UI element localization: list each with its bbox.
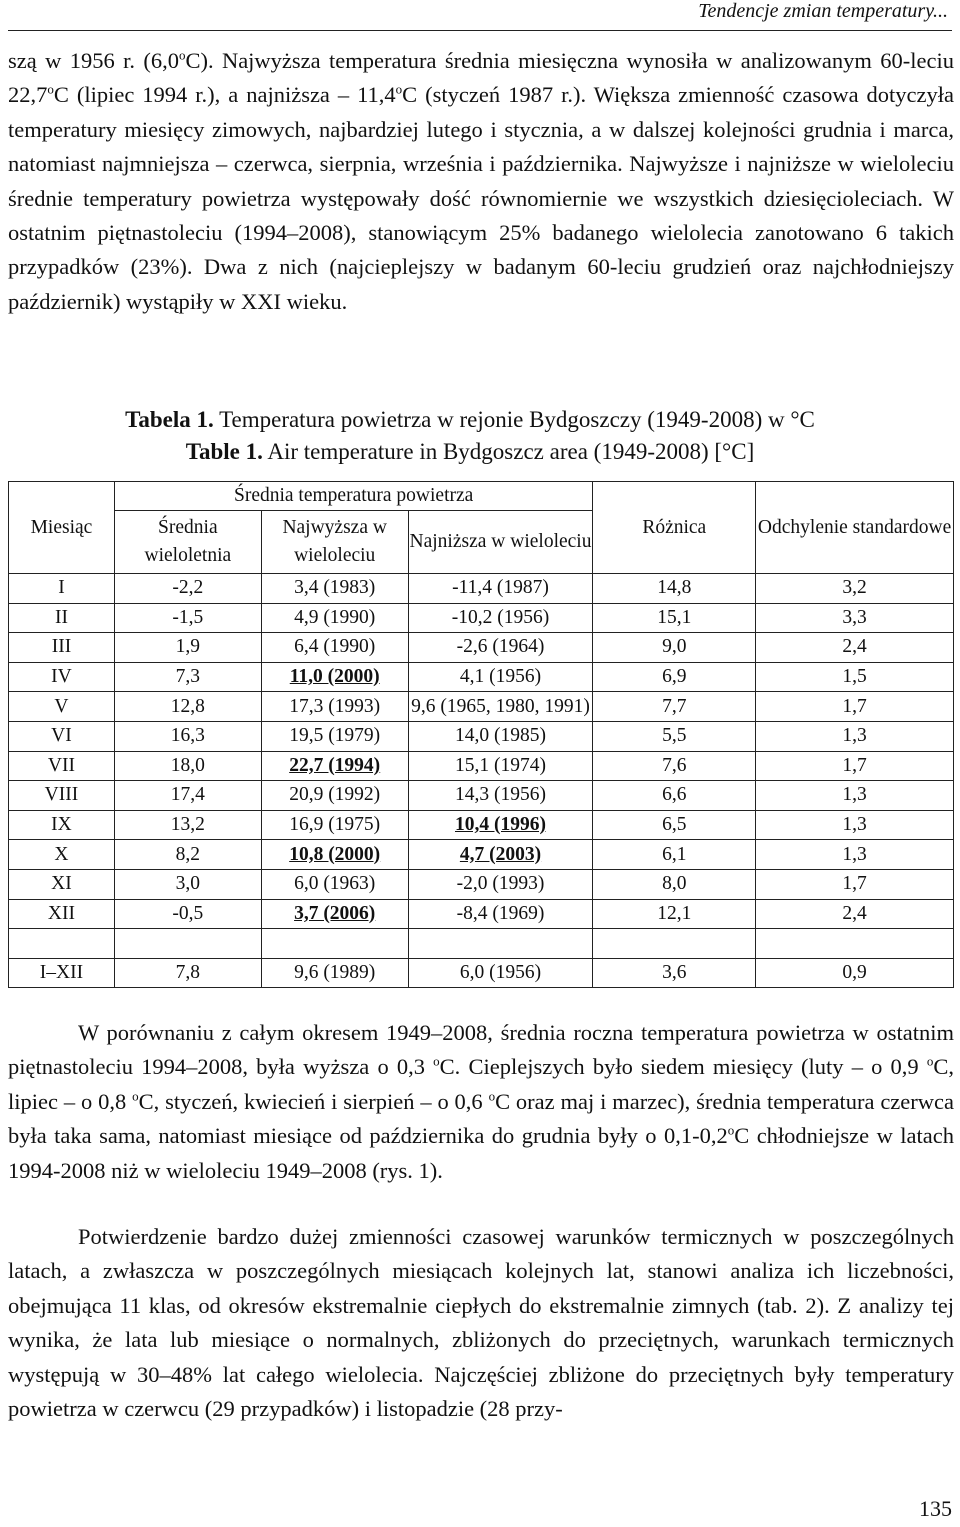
cell-max: 20,9 (1992) — [261, 781, 408, 811]
cell-range: 7,6 — [593, 751, 756, 781]
cell-sd: 2,4 — [756, 899, 954, 929]
cell-min: 4,1 (1956) — [408, 662, 593, 692]
cell-month: I — [9, 574, 115, 604]
degree-sup: o — [395, 81, 403, 97]
cell-mean: -1,5 — [114, 603, 261, 633]
blank-cell — [408, 929, 593, 959]
caption-pl-label: Tabela 1. — [125, 407, 214, 432]
table-row — [9, 574, 954, 604]
cell-range: 15,1 — [593, 603, 756, 633]
p2-s5: C oraz maj i marzec), średnia temperatura czerwca była taka sama, natomiast miesiące od października do grudnia były o 0,1-0,2 — [8, 1088, 954, 1149]
table-row — [9, 899, 954, 929]
paragraph-1 — [8, 44, 954, 319]
table-row — [9, 840, 954, 870]
cell-range: 6,6 — [593, 781, 756, 811]
cell-month: IV — [9, 662, 115, 692]
cell-min: 4,7 (2003) — [408, 840, 593, 870]
p1-s2: C). Najwyższa temperatura średnia miesięczna wynosiła w analizowanym 60-leciu 22,7 — [8, 48, 954, 108]
cell-month: I–XII — [9, 958, 115, 988]
cell-mean: 7,8 — [114, 958, 261, 988]
p2-s3: C, lipiec – o 0,8 — [8, 1054, 954, 1114]
cell-month: VII — [9, 751, 115, 781]
table-row — [9, 692, 954, 722]
cell-max: 6,0 (1963) — [261, 869, 408, 899]
page-number: 135 — [919, 1496, 952, 1521]
blank-cell — [593, 929, 756, 959]
table-caption-en — [0, 436, 950, 468]
cell-mean: 12,8 — [114, 692, 261, 722]
cell-mean: 8,2 — [114, 840, 261, 870]
cell-max: 11,0 (2000) — [261, 662, 408, 692]
table-row — [9, 810, 954, 840]
cell-month: II — [9, 603, 115, 633]
cell-min: -2,0 (1993) — [408, 869, 593, 899]
cell-mean: -0,5 — [114, 899, 261, 929]
cell-max: 4,9 (1990) — [261, 603, 408, 633]
cell-range: 3,6 — [593, 958, 756, 988]
cell-range: 6,9 — [593, 662, 756, 692]
p1-s1: szą w 1956 r. (6,0 — [8, 48, 179, 73]
paragraph-2 — [8, 1016, 954, 1188]
cell-mean: 13,2 — [114, 810, 261, 840]
table-row — [9, 603, 954, 633]
blank-cell — [756, 929, 954, 959]
cell-min: -2,6 (1964) — [408, 633, 593, 663]
blank-cell — [9, 929, 115, 959]
cell-mean: 3,0 — [114, 869, 261, 899]
degree-sup: o — [488, 1088, 496, 1104]
cell-max: 16,9 (1975) — [261, 810, 408, 840]
cell-max: 19,5 (1979) — [261, 721, 408, 751]
p1-s4: C (styczeń 1987 r.). Większa zmienność czasowa dotyczyła temperatury miesięcy zimowych, najbardziej lutego i stycznia, a w dalszej kolejności grudnia i marca, natomiast najmniejsza – czerwca, sierpnia, września i października. Najwyższe i najniższe w wieloleciu średnie temperatury powietrza występowały dość równomiernie we wszystkich dziesięcioleciach. W ostatnim piętnastoleciu (1994–2008), stanowiącym 25% badanego wielolecia zanotowano 6 takich przypadków (23%). Dwa z nich (najcieplejszy w badanym 60-leciu grudzień oraz najchłodniejszy październik) wystąpiły w XXI wieku. — [8, 82, 954, 314]
cell-max: 3,7 (2006) — [261, 899, 408, 929]
blank-cell — [261, 929, 408, 959]
cell-max: 22,7 (1994) — [261, 751, 408, 781]
cell-sd: 1,5 — [756, 662, 954, 692]
cell-month: III — [9, 633, 115, 663]
cell-sd: 1,7 — [756, 751, 954, 781]
degree-sup: o — [433, 1053, 440, 1069]
cell-month: V — [9, 692, 115, 722]
cell-min: -10,2 (1956) — [408, 603, 593, 633]
cell-max: 10,8 (2000) — [261, 840, 408, 870]
cell-month: IX — [9, 810, 115, 840]
header-group: Średnia temperatura powietrza — [114, 482, 592, 511]
cell-range: 8,0 — [593, 869, 756, 899]
p1-s3: C (lipiec 1994 r.), a najniższa – 11,4 — [53, 82, 396, 108]
annual-row — [9, 958, 954, 988]
blank-row — [9, 929, 954, 959]
degree-sup: o — [47, 81, 54, 97]
caption-pl-text: Temperatura powietrza w rejonie Bydgoszczy (1949-2008) w °C — [213, 407, 815, 432]
cell-min: 15,1 (1974) — [408, 751, 593, 781]
cell-min: -8,4 (1969) — [408, 899, 593, 929]
table-row — [9, 781, 954, 811]
cell-range: 7,7 — [593, 692, 756, 722]
header-min: Najniższa w wieloleciu — [408, 511, 593, 574]
cell-month: X — [9, 840, 115, 870]
cell-sd: 3,3 — [756, 603, 954, 633]
cell-min: 10,4 (1996) — [408, 810, 593, 840]
cell-sd: 1,3 — [756, 721, 954, 751]
cell-min: 14,3 (1956) — [408, 781, 593, 811]
cell-range: 5,5 — [593, 721, 756, 751]
cell-sd: 1,3 — [756, 781, 954, 811]
cell-month: VIII — [9, 781, 115, 811]
p2-s1: W porównaniu z całym okresem 1949–2008, średnia roczna temperatura powietrza w ostatnim piętnastoleciu 1994–2008, była wyższa o 0,3 — [8, 1020, 954, 1080]
running-header: Tendencje zmian temperatury... — [698, 0, 948, 22]
p2-s4: C, styczeń, kwiecień i sierpień – o 0,6 — [138, 1088, 489, 1114]
degree-sup: o — [178, 47, 186, 63]
cell-sd: 0,9 — [756, 958, 954, 988]
cell-mean: 7,3 — [114, 662, 261, 692]
cell-range: 12,1 — [593, 899, 756, 929]
cell-sd: 1,3 — [756, 840, 954, 870]
cell-month: VI — [9, 721, 115, 751]
cell-month: XI — [9, 869, 115, 899]
cell-range: 14,8 — [593, 574, 756, 604]
cell-range: 9,0 — [593, 633, 756, 663]
cell-sd: 2,4 — [756, 633, 954, 663]
paragraph-3: Potwierdzenie bardzo dużej zmienności czasowej warunków termicznych w poszczególnych latach, a zwłaszcza w poszczególnych miesiącach kolejnych lat, stanowi analiza ich liczebności, obejmująca 11 klas, od okresów ekstremalnie ciepłych do ekstremalnie zimnych (tab. 2). Z analizy tej wynika, że lata lub miesiące o normalnych, zbliżonych do przeciętnych, warunkach termicznych występują w 30–48% lat całego wielolecia. Najczęściej zbliżone do przeciętnych były temperatury powietrza w czerwcu (29 przypadków) i listopadzie (28 przy- — [8, 1224, 954, 1422]
cell-sd: 1,3 — [756, 810, 954, 840]
cell-max: 9,6 (1989) — [261, 958, 408, 988]
temperature-table — [8, 481, 954, 988]
caption-en-text: Air temperature in Bydgoszcz area (1949-2008) [°C] — [262, 439, 755, 464]
table-row — [9, 662, 954, 692]
cell-min: -11,4 (1987) — [408, 574, 593, 604]
degree-sup: o — [727, 1122, 735, 1138]
cell-min: 9,6 (1965, 1980, 1991) — [408, 692, 593, 722]
p2-s2: C. Cieplejszych było siedem miesięcy (luty – o 0,9 — [439, 1054, 927, 1080]
header-range: Różnica — [593, 482, 756, 574]
table-row — [9, 721, 954, 751]
cell-min: 14,0 (1985) — [408, 721, 593, 751]
caption-en-label: Table 1. — [185, 439, 263, 464]
cell-max: 17,3 (1993) — [261, 692, 408, 722]
cell-sd: 1,7 — [756, 869, 954, 899]
header-rule — [8, 30, 952, 31]
degree-sup: o — [132, 1088, 139, 1104]
cell-mean: -2,2 — [114, 574, 261, 604]
header-sd: Odchylenie standardowe — [756, 482, 954, 574]
degree-sup: o — [926, 1053, 934, 1069]
blank-cell — [114, 929, 261, 959]
cell-sd: 3,2 — [756, 574, 954, 604]
table-row — [9, 869, 954, 899]
cell-month: XII — [9, 899, 115, 929]
cell-mean: 17,4 — [114, 781, 261, 811]
header-max: Najwyższa w wieloleciu — [261, 511, 408, 574]
table-caption-pl — [0, 404, 950, 436]
cell-mean: 1,9 — [114, 633, 261, 663]
table-row — [9, 751, 954, 781]
cell-sd: 1,7 — [756, 692, 954, 722]
cell-range: 6,5 — [593, 810, 756, 840]
cell-max: 6,4 (1990) — [261, 633, 408, 663]
cell-range: 6,1 — [593, 840, 756, 870]
header-month: Miesiąc — [9, 482, 115, 574]
cell-mean: 18,0 — [114, 751, 261, 781]
p2-s6: C chłodniejsze w latach 1994-2008 niż w wieloleciu 1949–2008 (rys. 1). — [8, 1123, 954, 1183]
cell-max: 3,4 (1983) — [261, 574, 408, 604]
cell-mean: 16,3 — [114, 721, 261, 751]
table-row — [9, 633, 954, 663]
cell-min: 6,0 (1956) — [408, 958, 593, 988]
header-mean: Średnia wieloletnia — [114, 511, 261, 574]
